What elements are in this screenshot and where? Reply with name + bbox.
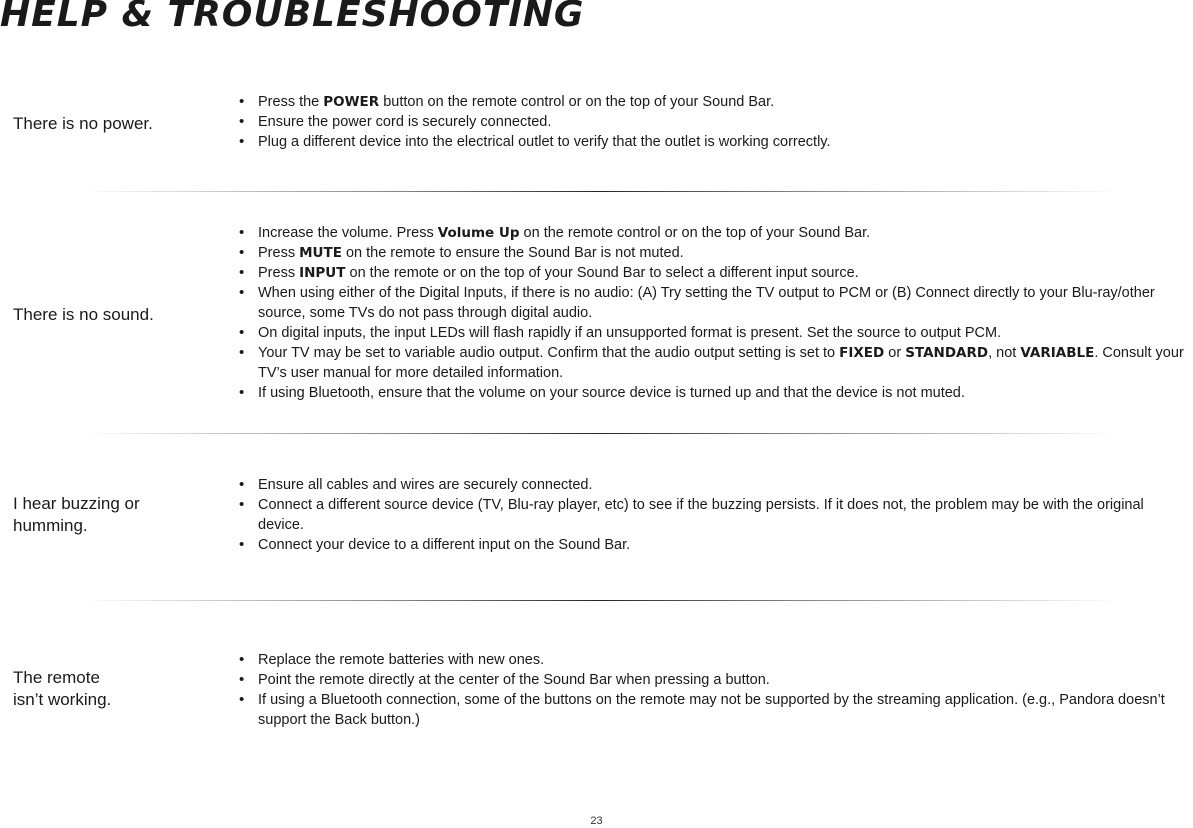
tip-item (239, 132, 1189, 152)
tip-item (239, 243, 1189, 263)
tip-emphasis: STANDARD (905, 345, 989, 361)
tip-item (239, 343, 1189, 383)
tip-item (239, 495, 1189, 535)
tip-item (239, 383, 1189, 403)
tip-emphasis: MUTE (299, 245, 342, 261)
tip-text: Press (258, 265, 300, 281)
tip-text: Connect your device to a different input on the Sound Bar. (258, 537, 631, 553)
tip-emphasis: Volume Up (437, 225, 520, 241)
tip-text: . Consult your TV’s user manual for more detailed information. (258, 345, 1184, 381)
tip-item (239, 670, 1189, 690)
tip-item (239, 323, 1189, 343)
tip-text: on the remote to ensure the Sound Bar is not muted. (341, 245, 684, 261)
section-divider (80, 191, 1120, 192)
tip-item (239, 475, 1189, 495)
tip-text: Increase the volume. Press (258, 225, 438, 241)
tips-list (239, 223, 1189, 403)
tip-text: on the remote control or on the top of your Sound Bar. (519, 225, 871, 241)
tip-text: Press (258, 245, 300, 261)
tip-text: on the remote or on the top of your Sound Bar to select a different input source. (345, 265, 859, 281)
page-title: HELP & TROUBLESHOOTING (0, 0, 585, 35)
tip-text: If using a Bluetooth connection, some of the buttons on the remote may not be supported by the streaming application. (e.g., Pandora doesn’t support the Back button.) (258, 692, 1165, 728)
tip-text: Your TV may be set to variable audio output. Confirm that the audio output setting is set to (258, 345, 840, 361)
tip-emphasis: INPUT (299, 265, 346, 281)
tip-item (239, 92, 1189, 112)
tips-list (239, 92, 1189, 152)
section-divider (80, 433, 1120, 434)
problem-label: There is no power. (13, 114, 153, 133)
section-divider (80, 600, 1120, 601)
page-number: 23 (590, 815, 603, 827)
tip-text: Ensure all cables and wires are securely connected. (258, 477, 593, 493)
tip-item (239, 650, 1189, 670)
tip-item (239, 263, 1189, 283)
problem-label: There is no sound. (13, 305, 154, 324)
tip-text: or (884, 345, 906, 361)
tip-text: Point the remote directly at the center of the Sound Bar when pressing a button. (258, 672, 770, 688)
tip-item (239, 535, 1189, 555)
tip-item (239, 690, 1189, 730)
tip-text: On digital inputs, the input LEDs will flash rapidly if an unsupported format is present. Set the source to output PCM. (258, 325, 1002, 341)
tip-item (239, 112, 1189, 132)
tip-text: Press the (258, 94, 324, 110)
tip-text: Plug a different device into the electrical outlet to verify that the outlet is working correctly. (258, 134, 831, 150)
tip-item (239, 223, 1189, 243)
tip-emphasis: VARIABLE (1020, 345, 1095, 361)
tip-text: button on the remote control or on the top of your Sound Bar. (379, 94, 775, 110)
tip-text: , not (988, 345, 1021, 361)
tip-emphasis: POWER (323, 94, 380, 110)
tip-text: Connect a different source device (TV, Blu-ray player, etc) to see if the buzzing persists. If it does not, the problem may be with the original device. (258, 497, 1144, 533)
tips-list (239, 475, 1189, 555)
tip-text: When using either of the Digital Inputs, if there is no audio: (A) Try setting the TV output to PCM or (B) Connect directly to your Blu-ray/other source, some TVs do not pass through digital audio. (258, 285, 1155, 321)
tip-text: If using Bluetooth, ensure that the volume on your source device is turned up and that the device is not muted. (258, 385, 965, 401)
tips-list (239, 650, 1189, 730)
tip-emphasis: FIXED (839, 345, 885, 361)
problem-label: I hear buzzing or humming. (13, 494, 140, 535)
tip-item (239, 283, 1189, 323)
tip-text: Ensure the power cord is securely connected. (258, 114, 552, 130)
problem-label: The remote isn’t working. (13, 668, 112, 709)
tip-text: Replace the remote batteries with new ones. (258, 652, 545, 668)
